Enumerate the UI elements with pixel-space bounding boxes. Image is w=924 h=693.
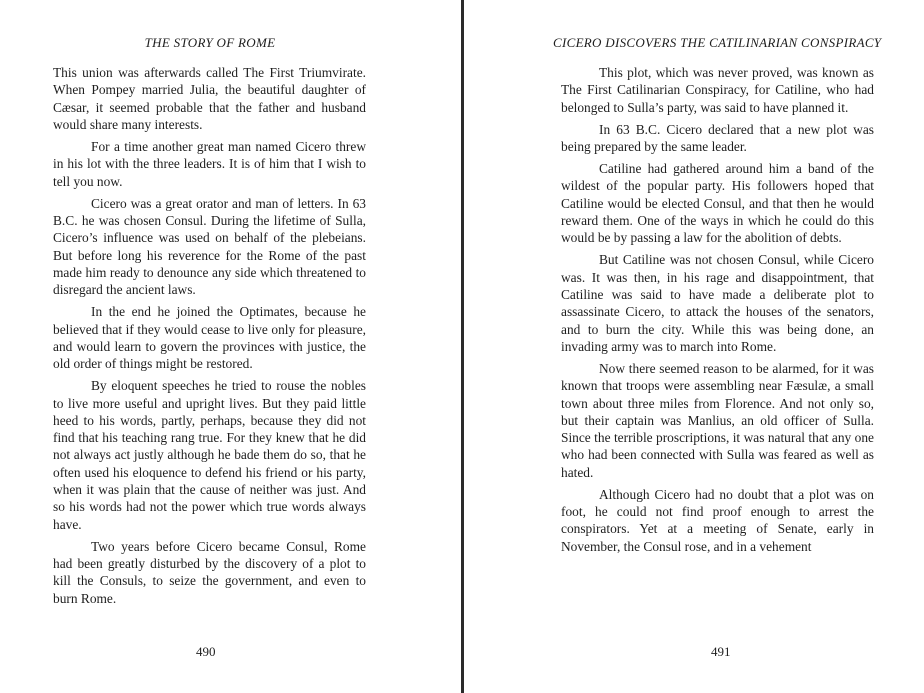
left-text-block: [53, 64, 366, 612]
paragraph: In 63 B.C. Cicero declared that a new plot was being prepared by the same leader.: [561, 121, 874, 154]
right-page: [465, 0, 924, 693]
paragraph: In the end he joined the Optimates, because he believed that if they would cease to live only for pleasure, and would learn to govern the provinces with justice, the old order of things might be restored.: [53, 304, 366, 372]
paragraph: For a time another great man named Cicero threw in his lot with the three leaders. It is of him that I wish to tell you now.: [53, 138, 366, 189]
paragraph: Now there seemed reason to be alarmed, for it was known that troops were assembling near Fæsulæ, a small town about three miles from Florence. And not only so, but their captain was Manlius, an old officer of Sulla. Since the terrible proscriptions, it was natural that any one who had been connected with Sulla was feared as well as hated.: [561, 360, 874, 480]
paragraph: Two years before Cicero became Consul, Rome had been greatly disturbed by the discovery of a plot to kill the Consuls, to seize the government, and even to burn Rome.: [53, 538, 366, 606]
paragraph: Cicero was a great orator and man of letters. In 63 B.C. he was chosen Consul. During the lifetime of Sulla, Cicero’s influence was used on behalf of the plebeians. But before long his reverence for the Rome of the past made him ready to denounce any side which threatened to disregard the ancient laws.: [53, 195, 366, 298]
paragraph: Although Cicero had no doubt that a plot was on foot, he could not find proof enough to arrest the conspirators. Yet at a meeting of Senate, early in November, the Consul rose, and in a vehement: [561, 486, 874, 554]
right-running-head: CICERO DISCOVERS THE CATILINARIAN CONSPIRACY: [553, 35, 882, 50]
paragraph: Catiline had gathered around him a band of the wildest of the popular party. His followers hoped that Catiline would be elected Consul, and that then he would reward them. One of the ways in which he could do this would be by passing a law for the abolition of debts.: [561, 161, 874, 246]
left-running-head: THE STORY OF ROME: [144, 35, 276, 50]
paragraph: This plot, which was never proved, was known as The First Catilinarian Conspiracy, for Catiline, who had belonged to Sulla’s party, was said to have planned it.: [561, 65, 874, 115]
right-page-number: 491: [711, 644, 731, 659]
paragraph: This union was afterwards called The First Triumvirate. When Pompey married Julia, the beautiful daughter of Cæsar, it seemed probable that the father and husband would share many interests.: [53, 65, 366, 132]
left-page-number: 490: [196, 644, 216, 659]
book-gutter-divider: [461, 0, 464, 693]
right-text-block: [561, 64, 874, 560]
paragraph: But Catiline was not chosen Consul, while Cicero was. It was then, in his rage and disappointment, that Catiline was said to have made a deliberate plot to assassinate Cicero, to attack the houses of the senators, and to burn the city. While this was being done, an invading army was to march into Rome.: [561, 252, 874, 354]
paragraph: By eloquent speeches he tried to rouse the nobles to live more useful and upright lives. But they paid little heed to his words, partly, perhaps, because they did not find that his teaching rang true. For they knew that he did not always act justly although he bade them do so, that he often used his eloquence to defend his friend or his party, when it was plain that the cause of neither was just. And so his words had not the power which true words always have.: [53, 378, 366, 532]
